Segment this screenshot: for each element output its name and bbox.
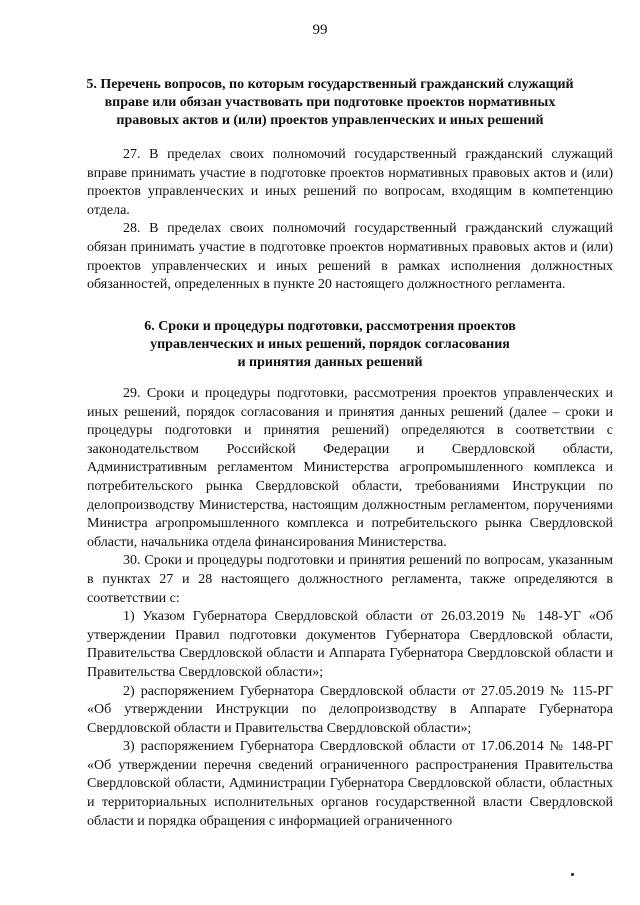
paragraph-29: 29. Сроки и процедуры подготовки, рассмотрения проектов управленческих и иных решений, порядок согласования и принятия данных решений (далее – сроки и процедуры подготовки и принятия решений) определяются в соответствии с законодательством Российской Федерации и Свердловской области, Административным регламентом Министерства агропромышленного комплекса и потребительского рынка Свердловской области, требованиями Инструкции по делопроизводству Министерства, настоящим должностным регламентом, поручениями Министра агропромышленного комплекса и потребительского рынка Свердловской области, начальника отдела финансирования Министерства.: [87, 386, 613, 550]
paragraph-28: 28. В пределах своих полномочий государственный гражданский служащий обязан принимать участие в подготовке проектов нормативных правовых актов и (или) проектов управленческих и иных решений в рамках исполнения должностных обязанностей, определенных в пункте 20 настоящего должностного регламента.: [87, 221, 613, 293]
section-5-title-line: правовых актов и (или) проектов управленческих и иных решений: [116, 113, 544, 128]
paragraph-30: 30. Сроки и процедуры подготовки и принятия решений по вопросам, указанным в пунктах 27 и 28 настоящего должностного регламента, также определяются в соответствии с:: [87, 553, 613, 606]
section-6-title-line: и принятия данных решений: [237, 355, 423, 370]
section-6-title-line: 6. Сроки и процедуры подготовки, рассмотрения проектов: [144, 319, 516, 334]
scan-speck: [571, 873, 574, 876]
section-6-title: [80, 318, 580, 372]
section-5-title: [60, 76, 600, 130]
section-6-body: [87, 385, 613, 831]
section-5-title-line: 5. Перечень вопросов, по которым государственный гражданский служащий: [86, 77, 574, 92]
list-item-1: 1) Указом Губернатора Свердловской области от 26.03.2019 № 148-УГ «Об утверждении Правил подготовки документов Губернатора Свердловской области, Правительства Свердловской области и Аппарата Губернатора Свердловской области и Правительства Свердловской области»;: [87, 609, 613, 680]
section-5-title-line: вправе или обязан участвовать при подготовке проектов нормативных: [104, 95, 556, 110]
section-5-body: [87, 146, 613, 295]
page-number: 99: [312, 22, 328, 38]
list-item-3: 3) распоряжением Губернатора Свердловской области от 17.06.2014 № 148-РГ «Об утверждении перечня сведений ограниченного распространения Правительства Свердловской области, Администрации Губернатора Свердловской области, областных и территориальных исполнительных органов государственной власти Свердловской области и порядка обращения с информацией ограниченного: [87, 739, 613, 829]
list-item-2: 2) распоряжением Губернатора Свердловской области от 27.05.2019 № 115-РГ «Об утверждении Инструкции по делопроизводству в Аппарате Губернатора Свердловской области и Правительства Свердловской области»;: [87, 683, 613, 736]
section-6-title-line: управленческих и иных решений, порядок согласования: [150, 337, 510, 352]
paragraph-27: 27. В пределах своих полномочий государственный гражданский служащий вправе принимать участие в подготовке проектов нормативных правовых актов и (или) проектов управленческих и иных решений по вопросам, входящим в компетенцию отдела.: [87, 147, 613, 218]
